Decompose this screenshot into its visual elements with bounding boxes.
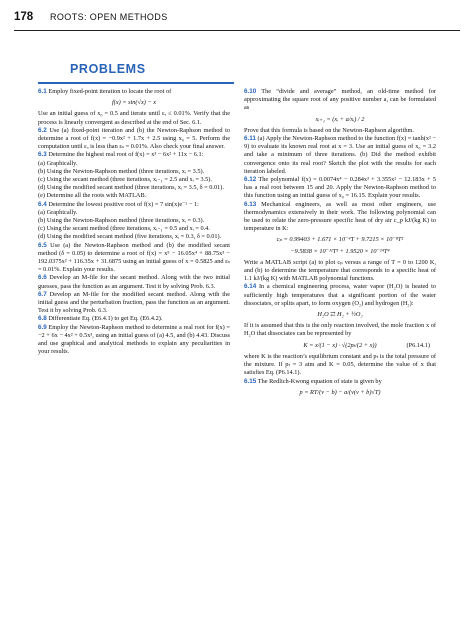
problem-number: 6.3: [38, 151, 47, 159]
problem-number: 6.6: [38, 274, 47, 282]
problem-number: 6.10: [244, 88, 257, 95]
title-rule: [38, 82, 234, 84]
problem-text: Determine the lowest positive root of f(x) = 7 sin(x)e⁻ˣ − 1:: [48, 200, 199, 208]
problem-text: In a chemical engineering process, water vapor (H₂O) is heated to sufficiently high temperatures that a significant portion of the water dissociates, or splits apart, to form oxygen (O₂) and hydrogen (H₂):: [244, 283, 436, 307]
problem-6-3: [38, 151, 230, 159]
problem-number: 6.12: [244, 176, 257, 184]
problem-number: 6.14: [244, 283, 257, 291]
problem-6-7: [38, 291, 230, 316]
equation: H₂O ⇄ H₂ + ½O₂: [317, 311, 363, 319]
problem-part: (d) Using the modified secant method (three iterations, xᵢ = 3.5, δ = 0.01).: [38, 184, 224, 192]
equation: K = x/(1 − x) · √(2pₜ/(2 + x)): [303, 341, 377, 349]
problem-6-14: [244, 283, 436, 308]
section-title: PROBLEMS: [70, 62, 146, 76]
running-head: ROOTS: OPEN METHODS: [50, 12, 168, 22]
page-header: [14, 8, 460, 31]
problem-text: (a) Apply the Newton-Raphson method to the function f(x) = tanh(x² − 9) to evaluate its known real root at x = 3. Use an initial guess of x₀ = 3.2 and take a minimum of three iterations. (b) Did the method exhibit convergence onto its real root? Sketch the plot with the results for each iteration labeled.: [244, 135, 436, 175]
problem-number: 6.13: [244, 200, 257, 208]
problem-text: Differentiate Eq. (E6.4.1) to get Eq. (E6.4.2).: [48, 315, 163, 323]
problem-text: The polynomial f(x) = 0.0074x⁴ − 0.284x³ + 3.355x² − 12.183x + 5 has a real root between 15 and 20. Apply the Newton-Raphson method to this function using an initial guess of x₀ = 16.15. Explain your results.: [244, 176, 436, 200]
page-number: 178: [14, 11, 34, 23]
problem-6-5: [38, 242, 230, 275]
problem-text: Develop an M-file for the modified secant method. Along with the initial guess and the perturbation fraction, pass the function as an argument. Test it by solving Prob. 6.3.: [38, 290, 230, 315]
equation: f(x) = sin(√x) − x: [111, 99, 157, 107]
problem-6-12: [244, 176, 436, 201]
equation-label: (P6.14.1): [406, 341, 430, 349]
equation: p = RT/(v − b) − a/(v(v + b)√T): [299, 388, 381, 396]
problem-6-13: [244, 201, 436, 234]
problem-text: Write a MATLAB script (a) to plot cₚ versus a range of T = 0 to 1200 K, and (b) to determine the temperature that corresponds to a specific heat of 1.1 kJ/(kg K) with MATLAB polynomial functions.: [244, 258, 436, 283]
problem-number: 6.9: [38, 323, 47, 331]
problem-part: (b) Using the Newton-Raphson method (three iterations, xᵢ = 0.3).: [38, 217, 205, 225]
problem-text: Develop an M-file for the secant method. Along with the two initial guesses, pass the function as an argument. Test it by solving Prob. 6.3.: [38, 274, 231, 290]
problem-text: where K is the reaction’s equilibrium constant and pₜ is the total pressure of the mixture. If pₜ = 3 atm and K = 0.05, determine the value of x that satisfies Eq. (P6.14.1).: [244, 352, 436, 377]
equation: xᵢ₊₁ = (xᵢ + a/xᵢ) / 2: [315, 115, 365, 123]
problem-part: (c) Using the secant method (three iterations, xᵢ₋₁ = 0.5 and xᵢ = 0.4.: [38, 225, 210, 233]
problem-number: 6.15: [244, 377, 257, 385]
problem-part: (d) Using the modified secant method (five iterations, xᵢ = 0.3, δ = 0.01).: [38, 233, 222, 241]
problem-6-10: [244, 88, 436, 113]
problem-number: 6.8: [38, 315, 47, 323]
problem-part: (b) Using the Newton-Raphson method (three iterations, xᵢ = 3.5).: [38, 167, 205, 175]
problem-6-1: [38, 88, 230, 96]
problem-text: If it is assumed that this is the only reaction involved, the mole fraction x of H₂O that dissociates can be represented by: [244, 322, 436, 338]
problem-text: Mechanical engineers, as well as most other engineers, use thermodynamics extensively in their work. The following polynomial can be used to relate the zero-pressure specific heat of dry air c_p kJ/(kg K) to temperature in K:: [244, 200, 437, 233]
problem-text: Determine the highest real root of f(x) = x³ − 6x² + 11x − 6.1:: [48, 151, 204, 159]
problem-6-11: [244, 135, 436, 176]
problem-text: Employ fixed-point iteration to locate the root of: [48, 88, 172, 95]
right-column: [244, 88, 436, 400]
problem-text: Prove that this formula is based on the Newton-Raphson algorithm.: [244, 126, 414, 134]
problem-number: 6.5: [38, 241, 47, 249]
problem-text: Use (a) fixed-point iteration and (b) the Newton-Raphson method to determine a root of f(x) = −0.9x² + 1.7x + 2.5 using x₀ = 5. Perform the computation until εₐ is less than εₛ = 0.01%. Also check your final answer.: [38, 126, 230, 151]
problem-text: The “divide and average” method, an old-time method for approximating the square root of any positive number a, can be formulated as: [244, 88, 436, 112]
problem-6-15: [244, 378, 436, 386]
problem-number: 6.11: [244, 135, 256, 143]
problem-text: Employ the Newton-Raphson method to determine a real root for f(x) = −2 + 6x − 4x² + 0.5x³, using an initial guess of (a) 4.5, and (b) 4.43. Discuss and use graphical and analytical methods to explain any peculiarities in your results.: [38, 323, 230, 356]
left-column: [38, 88, 230, 357]
problem-number: 6.4: [38, 200, 47, 208]
problem-part: (e) Determine all the roots with MATLAB.: [38, 192, 147, 200]
problem-6-9: [38, 324, 230, 357]
problem-6-6: [38, 274, 230, 290]
equation: cₚ = 0.99403 + 1.671 × 10⁻⁴T + 9.7215 × 10⁻⁸T²: [276, 236, 404, 244]
problem-text: Use (a) the Newton-Raphson method and (b) the modified secant method (δ = 0.05) to determine a root of f(x) = x⁵ − 16.05x⁴ + 88.75x³ − 192.0375x² + 116.35x + 31.6875 using an initial guess of x = 0.5825 and εₛ = 0.01%. Explain your results.: [38, 241, 230, 274]
equation-numbered: [244, 342, 436, 350]
problem-6-2: [38, 127, 230, 152]
problem-6-4: [38, 201, 230, 209]
problem-part: (c) Using the secant method (three iterations, xᵢ₋₁ = 2.5 and xᵢ = 3.5).: [38, 176, 212, 184]
problem-text: Use an initial guess of x₀ = 0.5 and iterate until εₐ ≤ 0.01%. Verify that the process is linearly convergent as described at the end of Sec. 6.1.: [38, 110, 230, 126]
equation: −9.5838 × 10⁻¹¹T³ + 1.9520 × 10⁻¹⁴T⁴: [290, 247, 390, 255]
problem-part: (a) Graphically.: [38, 159, 78, 167]
problem-6-8: [38, 315, 230, 323]
problem-number: 6.1: [38, 88, 47, 95]
problem-part: (a) Graphically.: [38, 208, 78, 216]
problem-number: 6.2: [38, 126, 47, 134]
problem-number: 6.7: [38, 290, 47, 298]
problem-text: The Redlich-Kwong equation of state is given by: [257, 377, 382, 385]
